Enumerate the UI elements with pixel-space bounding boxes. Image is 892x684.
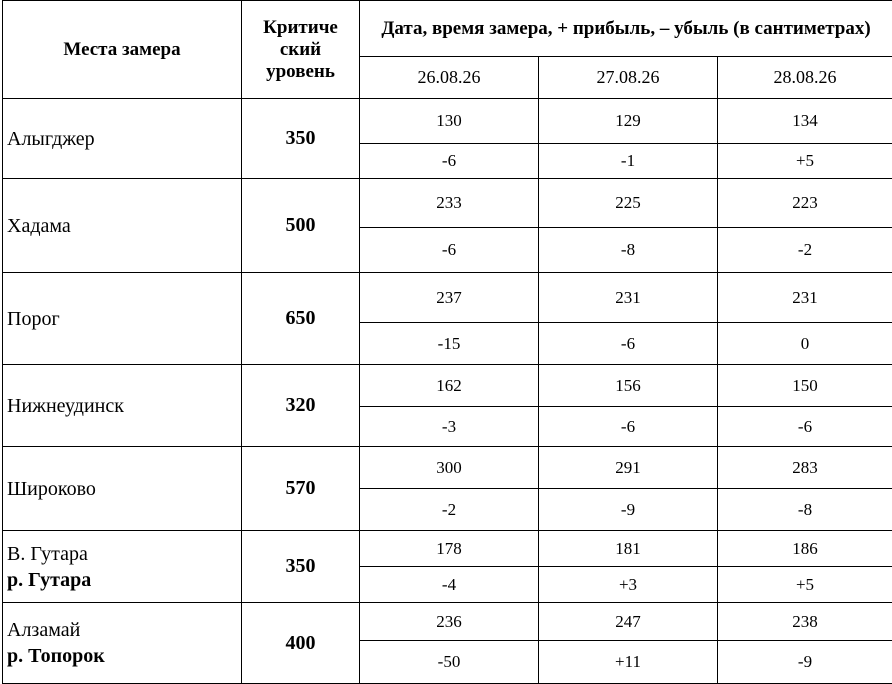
- level-value: 181: [539, 531, 718, 567]
- change-value: -15: [360, 323, 539, 365]
- level-value: 300: [360, 447, 539, 489]
- level-value: 236: [360, 603, 539, 641]
- level-value: 233: [360, 179, 539, 228]
- water-level-table: [2, 0, 892, 684]
- change-value: -6: [360, 144, 539, 179]
- place-name-cell: [3, 531, 242, 603]
- change-value: -6: [360, 228, 539, 273]
- critical-level: 320: [242, 365, 360, 447]
- level-value: 238: [718, 603, 892, 641]
- place-name: Нижнеудинск: [3, 365, 242, 447]
- change-value: -9: [539, 489, 718, 531]
- critical-level: 350: [242, 531, 360, 603]
- date-header-3: 28.08.26: [718, 57, 892, 99]
- change-value: +11: [539, 641, 718, 684]
- critical-level: 570: [242, 447, 360, 531]
- critical-level-column-header: Критиче ский уровень: [242, 1, 360, 99]
- place-name: Алыгджер: [3, 99, 242, 179]
- change-value: -9: [718, 641, 892, 684]
- change-value: -4: [360, 567, 539, 603]
- change-value: -6: [539, 407, 718, 447]
- river-name: р. Гутара: [7, 568, 92, 591]
- change-value: -3: [360, 407, 539, 447]
- measurement-column-header: Дата, время замера, + прибыль, – убыль (в сантиметрах): [360, 1, 892, 57]
- level-value: 223: [718, 179, 892, 228]
- change-value: 0: [718, 323, 892, 365]
- table-row: [3, 447, 892, 489]
- level-value: 150: [718, 365, 892, 407]
- place-column-header: Места замера: [3, 1, 242, 99]
- change-value: -50: [360, 641, 539, 684]
- level-value: 237: [360, 273, 539, 323]
- table-row: [3, 603, 892, 641]
- change-value: +3: [539, 567, 718, 603]
- change-value: -2: [360, 489, 539, 531]
- table-row: [3, 531, 892, 567]
- place-name: Широково: [3, 447, 242, 531]
- level-value: 129: [539, 99, 718, 144]
- critical-level: 350: [242, 99, 360, 179]
- river-name: р. Топорок: [7, 645, 105, 667]
- level-value: 231: [539, 273, 718, 323]
- level-value: 162: [360, 365, 539, 407]
- level-value: 225: [539, 179, 718, 228]
- level-value: 247: [539, 603, 718, 641]
- level-value: 156: [539, 365, 718, 407]
- place-name-cell: [3, 603, 242, 684]
- table-row: [3, 365, 892, 407]
- critical-level: 650: [242, 273, 360, 365]
- table-row: [3, 99, 892, 144]
- change-value: -8: [539, 228, 718, 273]
- date-header-2: 27.08.26: [539, 57, 718, 99]
- place-name: Порог: [3, 273, 242, 365]
- change-value: -6: [539, 323, 718, 365]
- change-value: -2: [718, 228, 892, 273]
- change-value: -1: [539, 144, 718, 179]
- change-value: +5: [718, 567, 892, 603]
- level-value: 231: [718, 273, 892, 323]
- date-header-1: 26.08.26: [360, 57, 539, 99]
- level-value: 291: [539, 447, 718, 489]
- level-value: 186: [718, 531, 892, 567]
- place-name: В. Гутара: [7, 542, 88, 565]
- level-value: 130: [360, 99, 539, 144]
- place-name: Алзамай: [7, 619, 81, 641]
- change-value: +5: [718, 144, 892, 179]
- level-value: 134: [718, 99, 892, 144]
- table-row: [3, 179, 892, 228]
- critical-level: 500: [242, 179, 360, 273]
- level-value: 178: [360, 531, 539, 567]
- change-value: -6: [718, 407, 892, 447]
- change-value: -8: [718, 489, 892, 531]
- place-name: Хадама: [3, 179, 242, 273]
- table-row: [3, 273, 892, 323]
- critical-level: 400: [242, 603, 360, 684]
- level-value: 283: [718, 447, 892, 489]
